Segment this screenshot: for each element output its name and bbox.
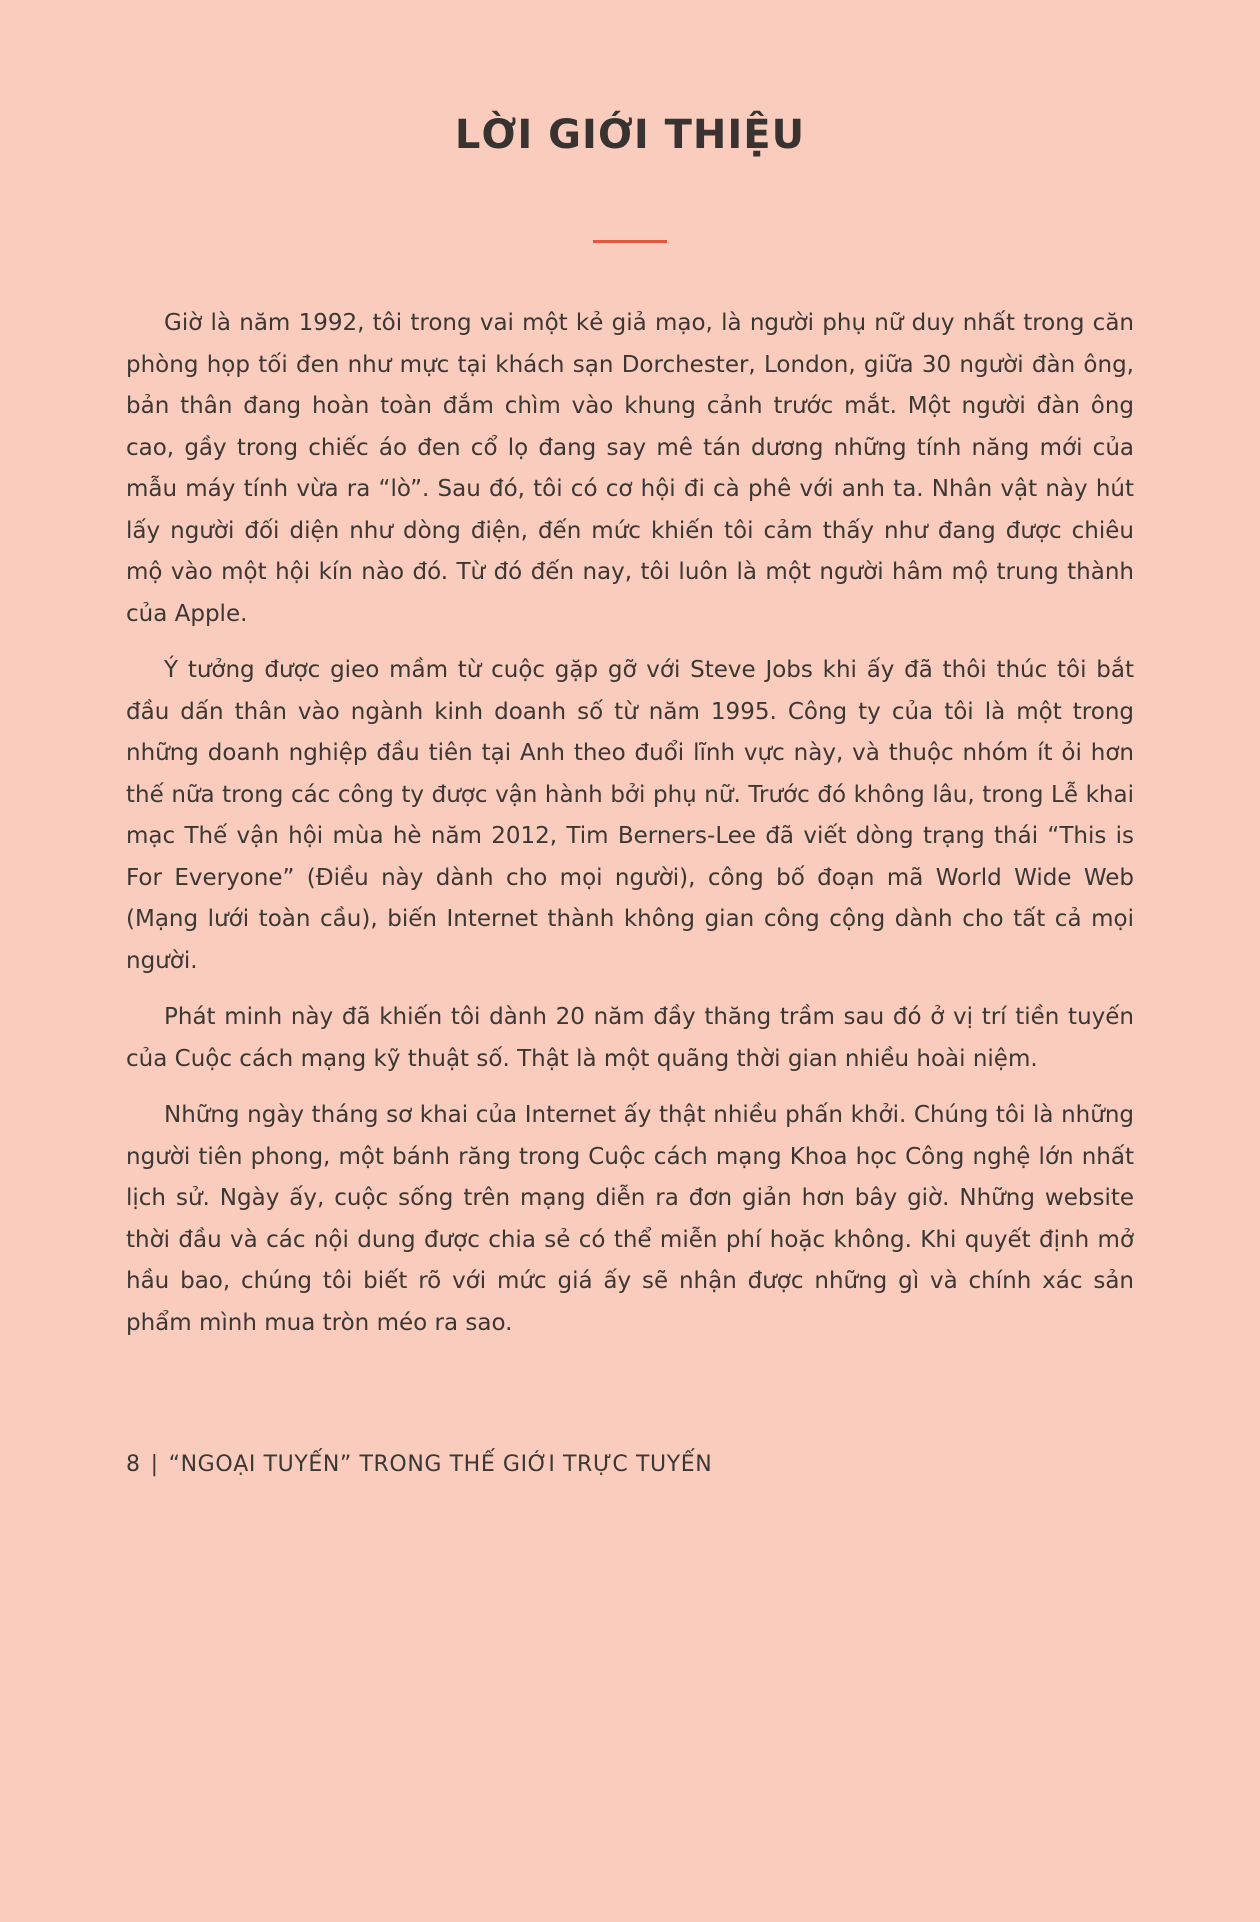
page-title: LỜI GIỚI THIỆU — [454, 112, 806, 158]
footer-separator: | — [150, 1452, 159, 1477]
body-text — [126, 303, 1134, 1344]
body-paragraph: Phát minh này đã khiến tôi dành 20 năm đầy thăng trầm sau đó ở vị trí tiền tuyến của Cuộc cách mạng kỹ thuật số. Thật là một quãng thời gian nhiều hoài niệm. — [126, 1004, 1134, 1072]
book-title: “NGOẠI TUYẾN” TRONG THẾ GIỚI TRỰC TUYẾN — [168, 1452, 713, 1477]
page-number: 8 — [126, 1452, 141, 1477]
page-footer — [126, 1452, 712, 1477]
title-divider — [593, 240, 667, 243]
body-paragraph: Giờ là năm 1992, tôi trong vai một kẻ giả mạo, là người phụ nữ duy nhất trong căn phòng họp tối đen như mực tại khách sạn Dorchester, London, giữa 30 người đàn ông, bản thân đang hoàn toàn đắm chìm vào khung cảnh trước mắt. Một người đàn ông cao, gầy trong chiếc áo đen cổ lọ đang say mê tán dương những tính năng mới của mẫu máy tính vừa ra “lò”. Sau đó, tôi có cơ hội đi cà phê với anh ta. Nhân vật này hút lấy người đối diện như dòng điện, đến mức khiến tôi cảm thấy như đang được chiêu mộ vào một hội kín nào đó. Từ đó đến nay, tôi luôn là một người hâm mộ trung thành của Apple. — [126, 310, 1134, 627]
body-paragraph: Những ngày tháng sơ khai của Internet ấy thật nhiều phấn khởi. Chúng tôi là những người tiên phong, một bánh răng trong Cuộc cách mạng Khoa học Công nghệ lớn nhất lịch sử. Ngày ấy, cuộc sống trên mạng diễn ra đơn giản hơn bây giờ. Những website thời đầu và các nội dung được chia sẻ có thể miễn phí hoặc không. Khi quyết định mở hầu bao, chúng tôi biết rõ với mức giá ấy sẽ nhận được những gì và chính xác sản phẩm mình mua tròn méo ra sao. — [126, 1102, 1134, 1336]
body-paragraph: Ý tưởng được gieo mầm từ cuộc gặp gỡ với Steve Jobs khi ấy đã thôi thúc tôi bắt đầu dấn thân vào ngành kinh doanh số từ năm 1995. Công ty của tôi là một trong những doanh nghiệp đầu tiên tại Anh theo đuổi lĩnh vực này, và thuộc nhóm ít ỏi hơn thế nữa trong các công ty được vận hành bởi phụ nữ. Trước đó không lâu, trong Lễ khai mạc Thế vận hội mùa hè năm 2012, Tim Berners-Lee đã viết dòng trạng thái “This is For Everyone” (Điều này dành cho mọi người), công bố đoạn mã World Wide Web (Mạng lưới toàn cầu), biến Internet thành không gian công cộng dành cho tất cả mọi người. — [126, 657, 1134, 974]
